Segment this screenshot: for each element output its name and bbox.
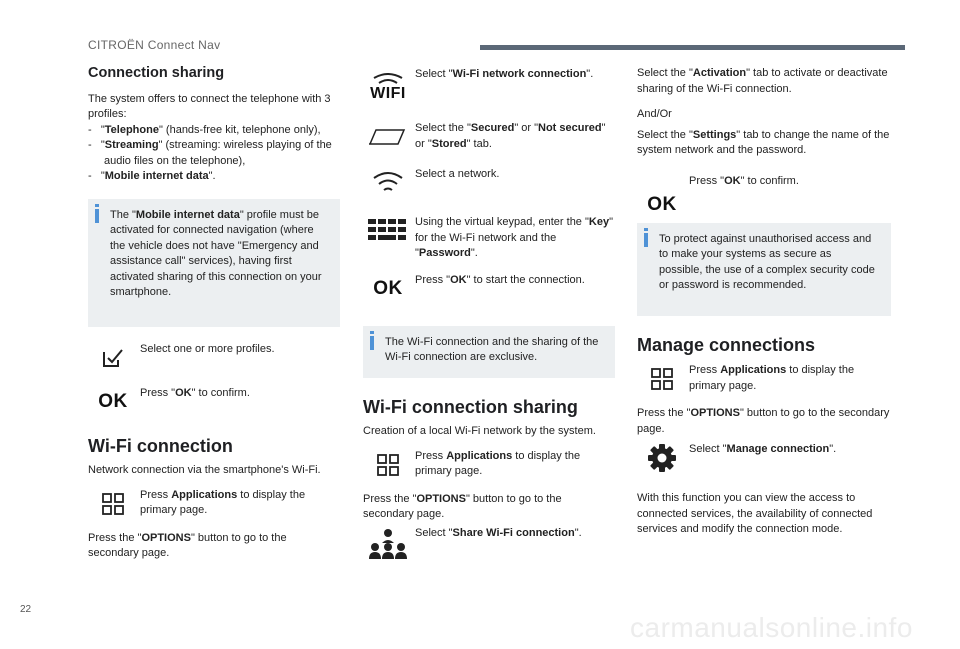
options-instruction: Press the "OPTIONS" button to go to the secondary page. [637, 407, 890, 435]
gear-icon [637, 441, 687, 475]
step-virtual-keypad: Using the virtual keypad, enter the "Key" for the Wi-Fi network and the "Password". [363, 214, 615, 262]
info-box-security: To protect against unauthorised access and to make your systems as secure as possible, the use of a complex security code or password is recommended. [637, 223, 891, 316]
manage-connections-heading: Manage connections [637, 334, 816, 355]
page-number: 22 [20, 604, 32, 615]
and-or-text: And/Or [637, 108, 672, 120]
ok-icon: OK [98, 390, 128, 412]
options-instruction: Press the "OPTIONS" button to go to the secondary page. [88, 531, 287, 559]
info-box-mobile-data: The "Mobile internet data" profile must be activated for connected navigation (where the vehicle does not have "Emergency and assistance call" services), having first activated sharing of this connection on your smartphone. [88, 199, 340, 327]
info-icon [95, 209, 99, 223]
tab-icon [363, 120, 413, 154]
step-manage-connection: Select "Manage connection". [637, 441, 891, 475]
column-3 [637, 66, 891, 546]
profile-item: - "Mobile internet data". [88, 170, 216, 182]
step-applications: Press Applications to display the primary page. [88, 487, 340, 521]
manual-header-title: CITROËN Connect Nav [88, 38, 221, 52]
info-icon [370, 336, 374, 350]
connection-sharing-heading: Connection sharing [88, 65, 225, 81]
wifi-connection-heading: Wi-Fi connection [88, 435, 233, 456]
wifi-sharing-intro: Creation of a local Wi-Fi network by the system. [363, 425, 596, 437]
header-bar [480, 45, 905, 50]
wifi-icon: WIFI [363, 66, 413, 108]
column-1 [88, 66, 340, 570]
info-icon [644, 233, 648, 247]
step-ok-confirm: OK Press "OK" to confirm. [637, 173, 891, 213]
profile-list [88, 123, 340, 185]
step-share-wifi: Select "Share Wi-Fi connection". [363, 525, 615, 563]
ok-icon: OK [373, 277, 403, 299]
options-instruction: Press the "OPTIONS" button to go to the secondary page. [363, 492, 562, 520]
step-wifi-network: WIFI Select "Wi-Fi network connection". [363, 66, 615, 108]
watermark: carmanualsonline.info [630, 612, 913, 643]
applications-grid-icon [637, 362, 687, 396]
step-select-profiles: Select one or more profiles. [88, 341, 340, 375]
connection-sharing-intro: The system offers to connect the telephone with 3 profiles: [88, 92, 331, 120]
info-box-exclusive: The Wi-Fi connection and the sharing of the Wi-Fi connection are exclusive. [363, 326, 615, 378]
step-applications: Press Applications to display the primary page. [363, 448, 615, 482]
checkbox-icon [88, 341, 138, 375]
column-2 [363, 66, 615, 573]
settings-instruction: Select the "Settings" tab to change the name of the system network and the password. [637, 128, 890, 156]
share-users-icon [363, 525, 413, 563]
ok-icon: OK [647, 194, 677, 215]
wifi-connection-intro: Network connection via the smartphone's Wi-Fi. [88, 464, 321, 476]
step-secured-tab: Select the "Secured" or "Not secured" or "Stored" tab. [363, 120, 615, 154]
wifi-signal-icon [363, 166, 413, 200]
profile-item: - "Telephone" (hands-free kit, telephone only), [88, 123, 321, 136]
wifi-sharing-heading: Wi-Fi connection sharing [363, 396, 578, 417]
step-ok-connect: OK Press "OK" to start the connection. [363, 272, 615, 306]
keypad-icon [363, 214, 413, 248]
manage-outro: With this function you can view the access to connected services, the availability of connected services and modify the connection mode. [637, 492, 873, 535]
applications-grid-icon [88, 487, 138, 521]
step-applications: Press Applications to display the primary page. [637, 362, 891, 396]
applications-grid-icon [363, 448, 413, 482]
profile-item: - "Streaming" (streaming: wireless playing of the audio files on the telephone), [88, 139, 332, 167]
activation-instruction: Select the "Activation" tab to activate or deactivate sharing of the Wi-Fi connection. [637, 67, 888, 95]
step-select-network: Select a network. [363, 166, 615, 200]
step-ok-confirm: OK Press "OK" to confirm. [88, 385, 340, 419]
